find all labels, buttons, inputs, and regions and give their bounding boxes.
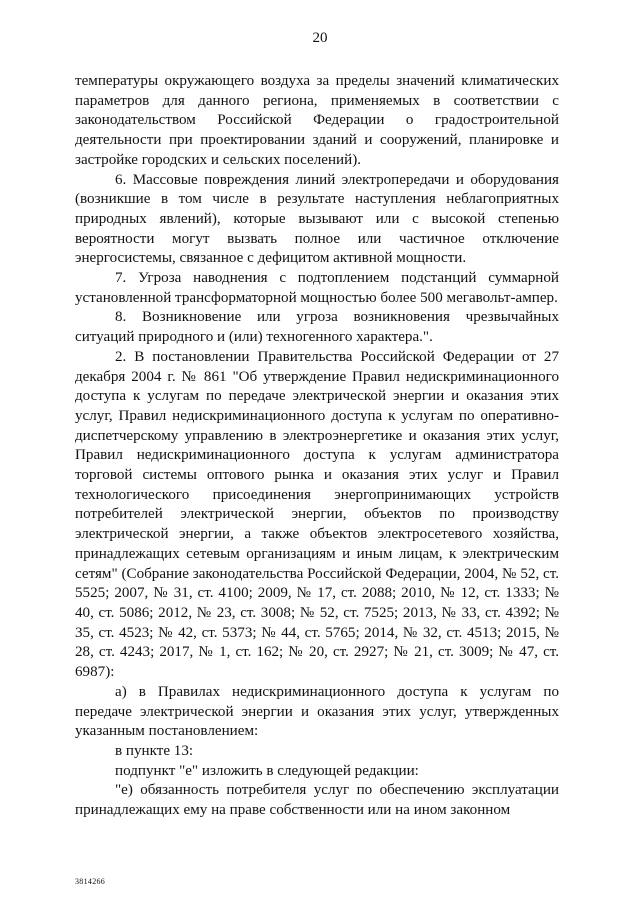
- paragraph-subpoint-e-text: "е) обязанность потребителя услуг по обеспечению эксплуатации принадлежащих ему на праве собственности или на ином законном: [75, 782, 559, 819]
- page-number: 20: [312, 30, 328, 46]
- paragraph-continuation: температуры окружающего воздуха за пределы значений климатических параметров для данного региона, применяемых в соответствии с законодательством Российской Федерации о градостроительной деятельности при проектировании зданий и сооружений, планировке и застройке городских и сельских поселений).: [75, 73, 559, 168]
- document-code: 3814266: [75, 877, 106, 886]
- paragraph-item-8: 8. Возникновение или угроза возникновения чрезвычайных ситуаций природного и (или) техногенного характера.".: [75, 309, 559, 346]
- document-body: [75, 72, 559, 821]
- paragraph-subpoint-e-intro: подпункт "е" изложить в следующей редакции:: [115, 762, 419, 779]
- paragraph-section-2: 2. В постановлении Правительства Российской Федерации от 27 декабря 2004 г. № 861 "Об утверждение Правил недискриминационного доступа к услугам по передаче электрической энергии и оказания этих услуг, Правил недискриминационного доступа к услугам по оперативно-диспетчерскому управлению в электроэнергетике и оказания этих услуг, Правил недискриминационного доступа к услугам администратора торговой системы оптового рынка и оказания этих услуг и Правил технологического присоединения энергопринимающих устройств потребителей электрической энергии, объектов по производству электрической энергии, а также объектов электросетевого хозяйства, принадлежащих сетевым организациям и иным лицам, к электрическим сетям" (Собрание законодательства Российской Федерации, 2004, № 52, ст. 5525; 2007, № 31, ст. 4100; 2009, № 17, ст. 2088; 2010, № 12, ст. 1333; № 40, ст. 5086; 2012, № 23, ст. 3008; № 52, ст. 7525; 2013, № 33, ст. 4392; № 35, ст. 4523; № 42, ст. 5373; № 44, ст. 5765; 2014, № 32, ст. 4513; 2015, № 28, ст. 4243; 2017, № 1, ст. 162; № 20, ст. 2927; № 21, ст. 3009; № 47, ст. 6987):: [75, 348, 559, 681]
- paragraph-subsection-a: а) в Правилах недискриминационного доступа к услугам по передаче электрической энергии и оказания этих услуг, утвержденных указанным постановлением:: [75, 683, 559, 740]
- paragraph-item-6: 6. Массовые повреждения линий электропередачи и оборудования (возникшие в том числе в результате наступления неблагоприятных природных явлений), которые вызывают или с высокой степенью вероятности могут вызвать полное или частичное отключение энергосистемы, связанное с дефицитом активной мощности.: [75, 171, 559, 267]
- paragraph-point-13: в пункте 13:: [115, 742, 194, 759]
- paragraph-item-7: 7. Угроза наводнения с подтоплением подстанций суммарной установленной трансформаторной мощностью более 500 мегавольт-ампер.: [75, 270, 559, 306]
